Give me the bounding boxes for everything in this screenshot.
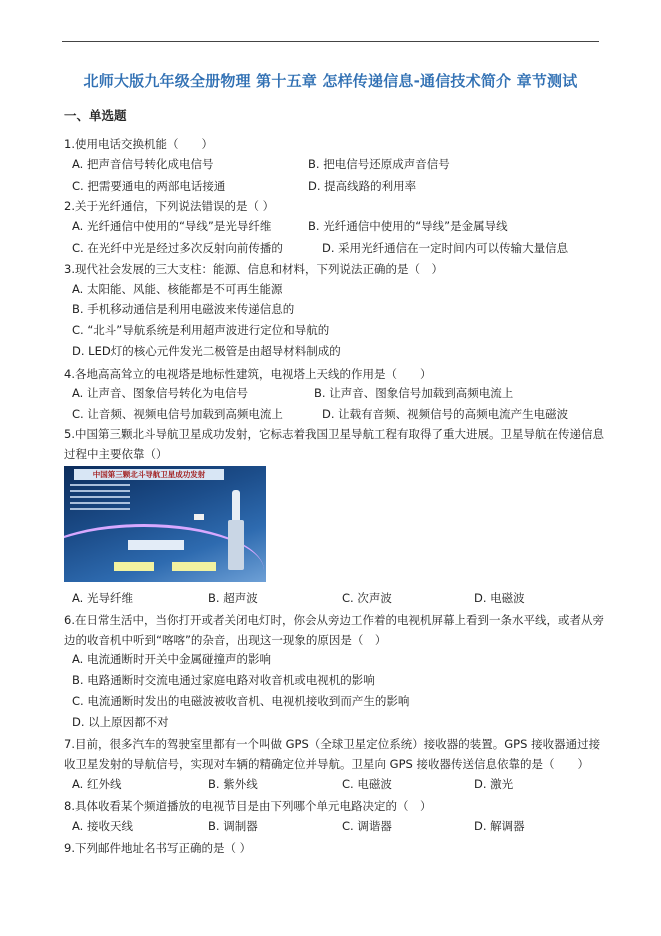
q5-option-c[interactable]: C. 次声波 xyxy=(342,591,392,605)
question-7: 7.目前，很多汽车的驾驶室里都有一个叫做 GPS（全球卫星定位系统）接收器的装置。GPS 接收器通过接收卫星发射的导航信号，实现对车辆的精确定位并导航。卫星向 GPS 接收器传送信息依靠的是（ ） xyxy=(64,737,601,771)
q2-option-b[interactable]: B. 光纤通信中使用的“导线”是金属导线 xyxy=(308,219,508,233)
q7-option-b[interactable]: B. 紫外线 xyxy=(208,777,258,791)
top-rule xyxy=(62,41,599,42)
q3-option-c[interactable]: C. “北斗”导航系统是利用超声波进行定位和导航的 xyxy=(72,323,330,337)
q6-option-b[interactable]: B. 电路通断时交流电通过家庭电路对收音机或电视机的影响 xyxy=(72,673,375,687)
question-6: 6.在日常生活中，当你打开或者关闭电灯时，你会从旁边工作着的电视机屏幕上看到一条水平线，或者从旁边的收音机中听到“喀喀”的杂音，出现这一现象的原因是（ ） xyxy=(64,613,604,647)
q2-option-d[interactable]: D. 采用光纤通信在一定时间内可以传输大量信息 xyxy=(322,241,569,255)
q2-option-c[interactable]: C. 在光纤中光是经过多次反射向前传播的 xyxy=(72,241,283,255)
q5-option-d[interactable]: D. 电磁波 xyxy=(474,591,525,605)
q1-option-c[interactable]: C. 把需要通电的两部电话接通 xyxy=(72,179,226,193)
q7-option-a[interactable]: A. 红外线 xyxy=(72,777,122,791)
q8-option-d[interactable]: D. 解调器 xyxy=(474,819,525,833)
question-5: 5.中国第三颗北斗导航卫星成功发射，它标志着我国卫星导航工程有取得了重大进展。卫星导航在传递信息过程中主要依靠（） xyxy=(64,427,604,461)
section-heading: 一、单选题 xyxy=(64,108,127,123)
q1-option-b[interactable]: B. 把电信号还原成声音信号 xyxy=(308,157,450,171)
q4-option-c[interactable]: C. 让音频、视频电信号加载到高频电流上 xyxy=(72,407,283,421)
q3-option-d[interactable]: D. LED灯的核心元件发光二极管是由超导材料制成的 xyxy=(72,344,341,358)
q5-option-a[interactable]: A. 光导纤维 xyxy=(72,591,133,605)
satellite-icon xyxy=(194,514,204,520)
page-title: 北师大版九年级全册物理 第十五章 怎样传递信息-通信技术简介 章节测试 xyxy=(83,72,578,90)
q7-option-d[interactable]: D. 激光 xyxy=(474,777,514,791)
q3-option-b[interactable]: B. 手机移动通信是利用电磁波来传递信息的 xyxy=(72,302,295,316)
q6-option-d[interactable]: D. 以上原因都不对 xyxy=(72,715,169,729)
q8-option-c[interactable]: C. 调谐器 xyxy=(342,819,392,833)
photo-label-box xyxy=(172,562,216,571)
rocket-icon xyxy=(232,490,240,570)
q8-option-b[interactable]: B. 调制器 xyxy=(208,819,258,833)
q6-option-a[interactable]: A. 电流通断时开关中金属碰撞声的影响 xyxy=(72,652,271,666)
beidou-launch-photo xyxy=(64,466,266,582)
question-3: 3.现代社会发展的三大支柱：能源、信息和材料，下列说法正确的是（ ） xyxy=(64,262,443,276)
question-8: 8.具体收看某个频道播放的电视节目是由下列哪个单元电路决定的（ ） xyxy=(64,799,432,813)
photo-caption: 中国第三颗北斗导航卫星成功发射 xyxy=(74,469,224,480)
question-1: 1.使用电话交换机能（ ） xyxy=(64,137,213,151)
q2-option-a[interactable]: A. 光纤通信中使用的“导线”是光导纤维 xyxy=(72,219,272,233)
photo-text-lines xyxy=(70,484,130,514)
q1-option-a[interactable]: A. 把声音信号转化成电信号 xyxy=(72,157,214,171)
q5-option-b[interactable]: B. 超声波 xyxy=(208,591,258,605)
q3-option-a[interactable]: A. 太阳能、风能、核能都是不可再生能源 xyxy=(72,282,283,296)
question-9: 9.下列邮件地址名书写正确的是（ ） xyxy=(64,841,252,855)
photo-label-box xyxy=(128,540,184,550)
q8-option-a[interactable]: A. 接收天线 xyxy=(72,819,133,833)
q6-option-c[interactable]: C. 电流通断时发出的电磁波被收音机、电视机接收到而产生的影响 xyxy=(72,694,410,708)
photo-label-box xyxy=(114,562,154,571)
q7-option-c[interactable]: C. 电磁波 xyxy=(342,777,392,791)
question-2: 2.关于光纤通信，下列说法错误的是（ ） xyxy=(64,199,275,213)
q4-option-a[interactable]: A. 让声音、图象信号转化为电信号 xyxy=(72,386,248,400)
q4-option-b[interactable]: B. 让声音、图象信号加载到高频电流上 xyxy=(314,386,514,400)
q1-option-d[interactable]: D. 提高线路的利用率 xyxy=(308,179,417,193)
q4-option-d[interactable]: D. 让载有音频、视频信号的高频电流产生电磁波 xyxy=(322,407,569,421)
question-4: 4.各地高高耸立的电视塔是地标性建筑，电视塔上天线的作用是（ ） xyxy=(64,367,432,381)
